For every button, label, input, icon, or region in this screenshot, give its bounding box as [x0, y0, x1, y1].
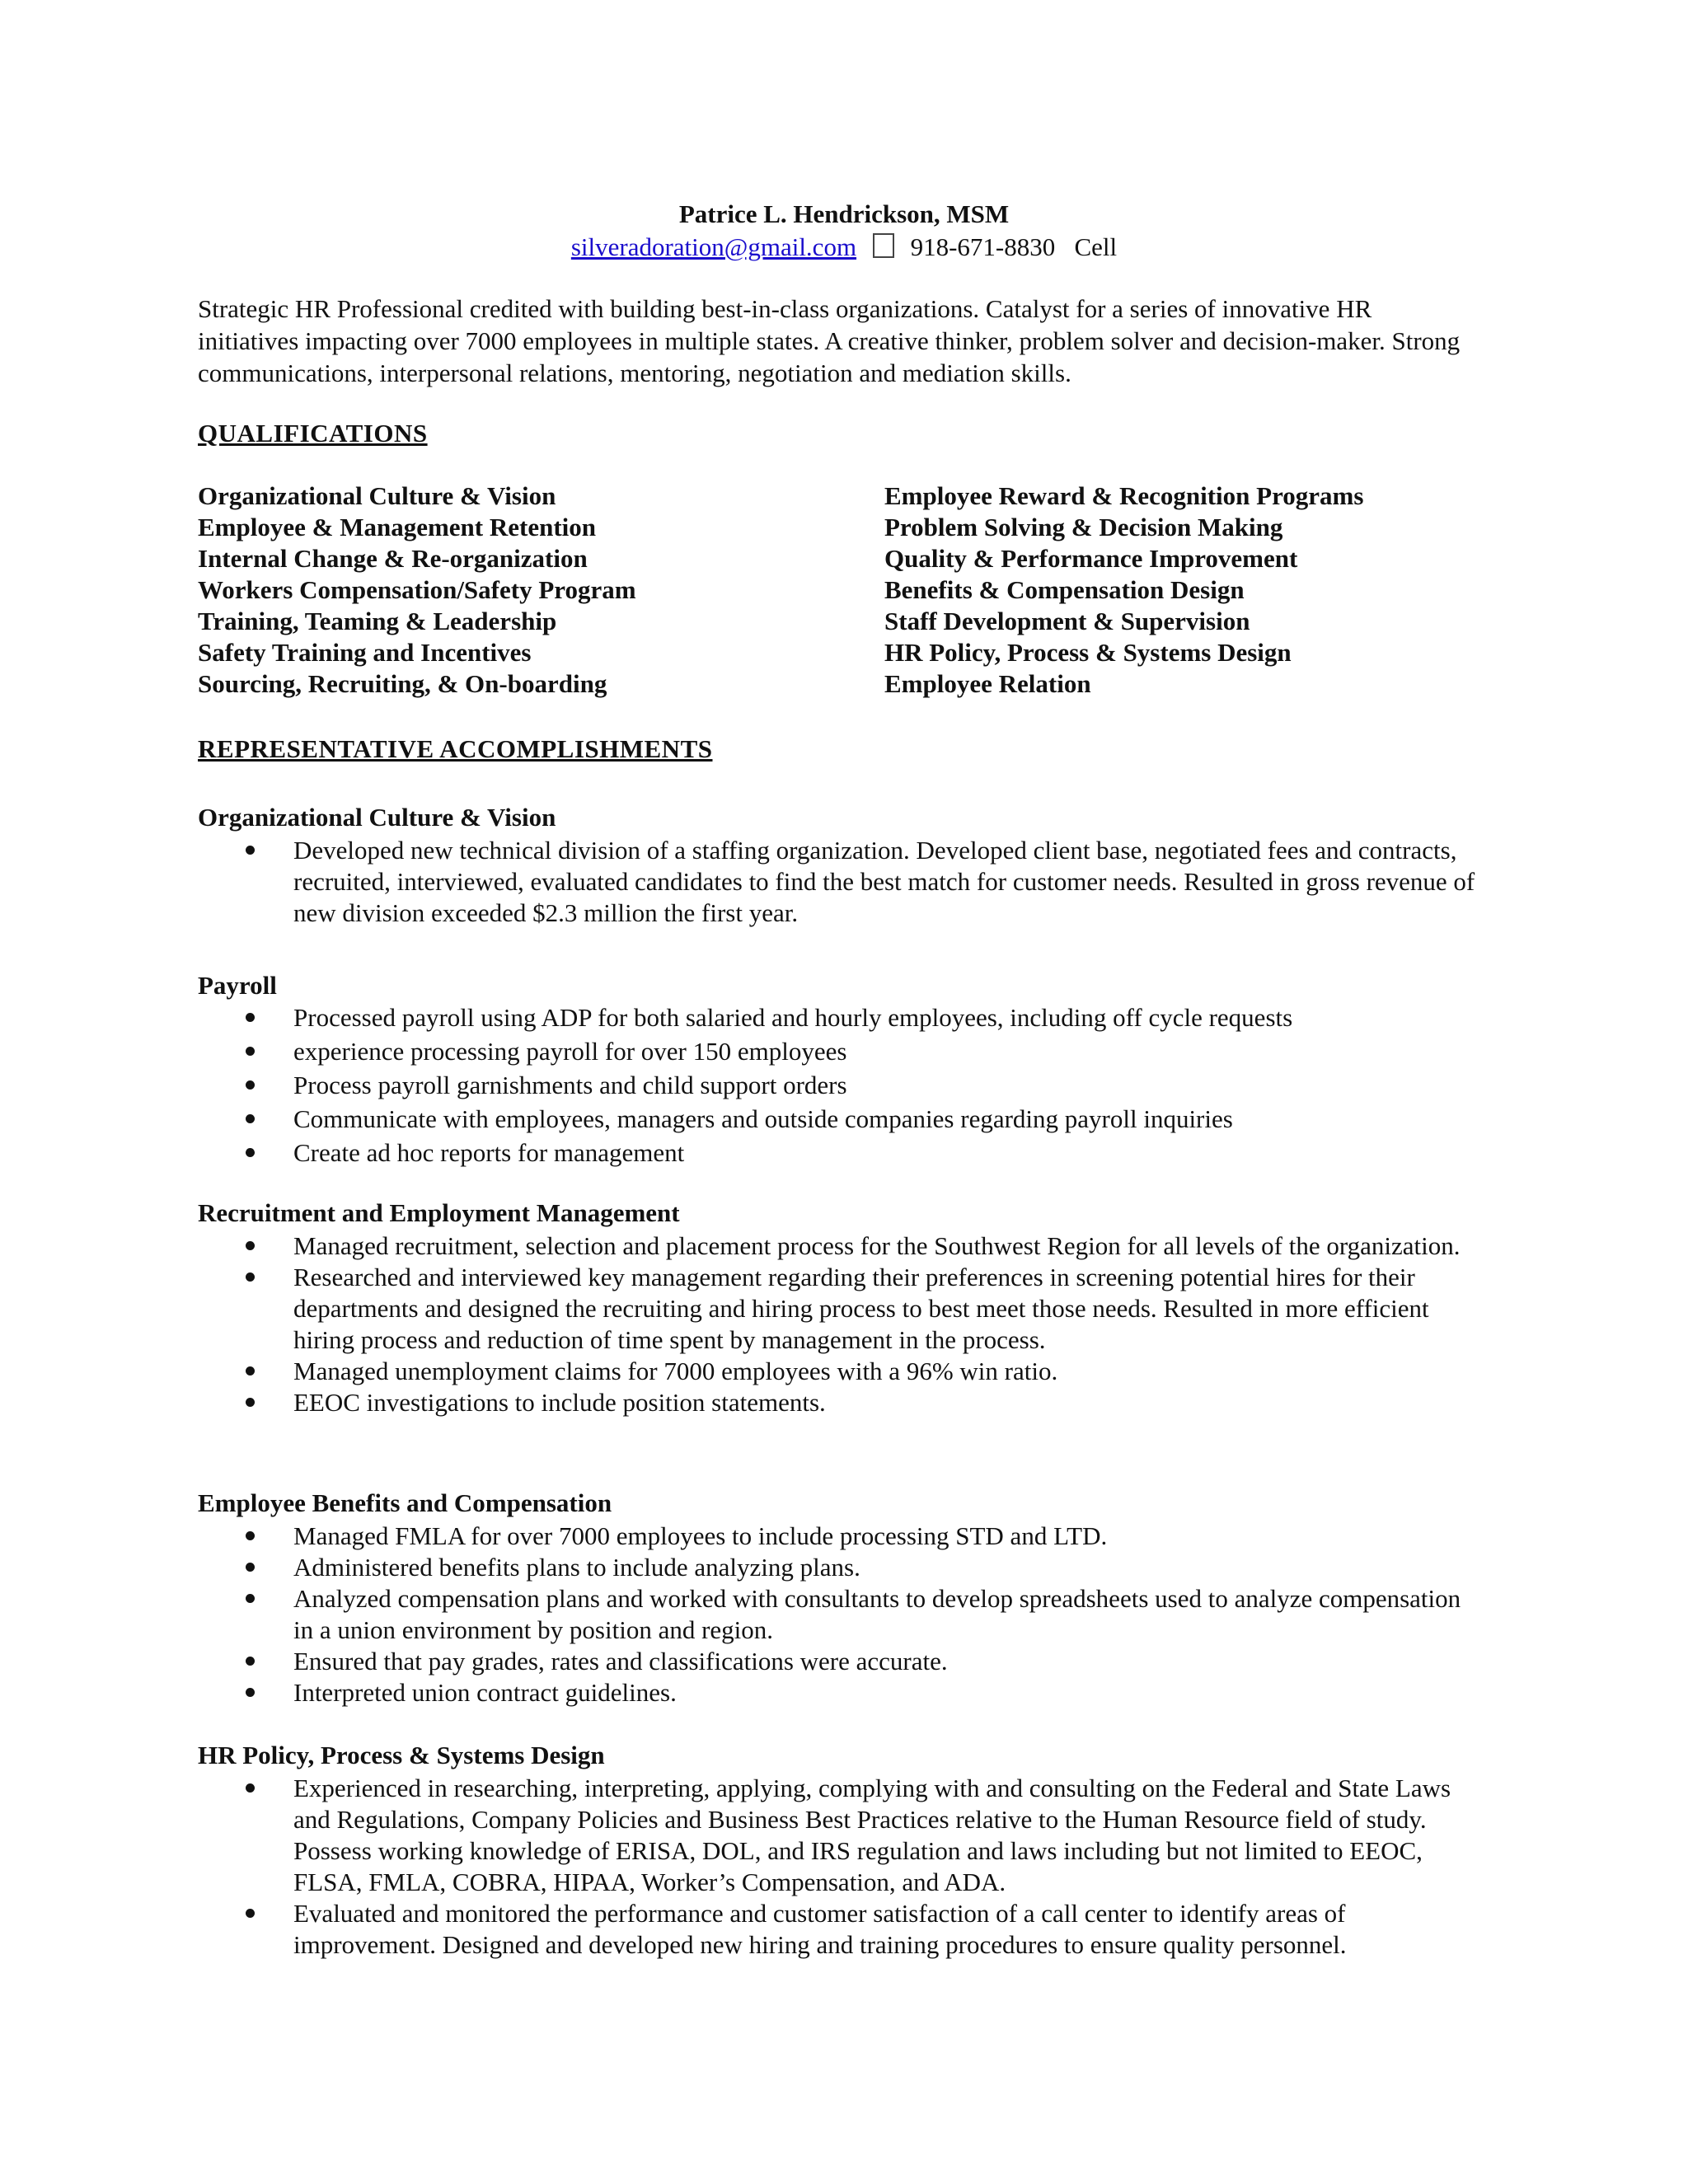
list-item-text: Managed unemployment claims for 7000 employees with a 96% win ratio. [293, 1357, 1058, 1385]
qualification-item: Employee Relation [884, 669, 1091, 698]
qualification-item: Benefits & Compensation Design [884, 575, 1245, 604]
list-item [198, 1070, 1484, 1101]
bullet-icon [246, 1594, 255, 1603]
qualifications-heading: QUALIFICATIONS [198, 419, 428, 448]
list-item [198, 1521, 1484, 1552]
qualification-item: Problem Solving & Decision Making [884, 513, 1283, 541]
email-link[interactable]: silveradoration@gmail.com [570, 232, 857, 261]
list-item-text: Interpreted union contract guidelines. [293, 1678, 677, 1707]
qualification-item: Safety Training and Incentives [198, 638, 532, 667]
section-title-culture: Organizational Culture & Vision [198, 803, 556, 832]
list-item-text: Communicate with employees, managers and outside companies regarding payroll inquiries [293, 1104, 1233, 1133]
list-item-text: experience processing payroll for over 150 employees [293, 1037, 847, 1066]
bullet-icon [246, 1531, 255, 1540]
section-title-payroll: Payroll [198, 971, 277, 1000]
bullet-icon [246, 1657, 255, 1666]
list-item-text: Processed payroll using ADP for both salaried and hourly employees, including off cycle requests [293, 1003, 1293, 1032]
hr-policy-bullet-list [198, 1773, 1484, 1961]
payroll-bullet-list [198, 1002, 1484, 1171]
phone-label: Cell [1074, 232, 1118, 261]
qualification-item: Training, Teaming & Leadership [198, 607, 557, 635]
qualification-item: HR Policy, Process & Systems Design [884, 638, 1292, 667]
qualification-item: Staff Development & Supervision [884, 607, 1250, 635]
list-item-text: Analyzed compensation plans and worked with consultants to develop spreadsheets used to analyze compensation in a union environment by position and region. [293, 1584, 1461, 1644]
benefits-bullet-list [198, 1521, 1484, 1708]
list-item [198, 1552, 1484, 1583]
list-item-text: Experienced in researching, interpreting, applying, complying with and consulting on the Federal and State Laws and Regulations, Company Policies and Business Best Practices relative to the Human Resource field of study. Possess working knowledge of ERISA, DOL, and IRS regulation and laws including but not limited to EEOC, FLSA, FMLA, COBRA, HIPAA, Worker’s Compensation, and ADA. [293, 1774, 1451, 1896]
qualification-item: Employee Reward & Recognition Programs [884, 481, 1364, 510]
qualification-item: Organizational Culture & Vision [198, 481, 556, 510]
bullet-icon [246, 1398, 255, 1407]
list-item [198, 1002, 1484, 1033]
bullet-icon [246, 1114, 255, 1123]
bullet-icon [246, 1909, 255, 1918]
list-item [198, 1036, 1484, 1067]
bullet-icon [246, 1047, 255, 1056]
list-item-text: Developed new technical division of a staffing organization. Developed client base, negotiated fees and contracts, recruited, interviewed, evaluated candidates to find the best match for customer needs. Resulted in gross revenue of new division exceeded $2.3 million the first year. [293, 836, 1475, 927]
list-item [198, 1583, 1484, 1646]
list-item-text: Create ad hoc reports for management [293, 1138, 685, 1167]
bullet-icon [246, 1563, 255, 1572]
list-item [198, 1137, 1484, 1169]
section-title-hr-policy: HR Policy, Process & Systems Design [198, 1741, 605, 1769]
bullet-icon [246, 1080, 255, 1090]
list-item-text: Managed recruitment, selection and placement process for the Southwest Region for all levels of the organization. [293, 1231, 1461, 1260]
candidate-name: Patrice L. Hendrickson, MSM [678, 199, 1010, 228]
bullet-icon [246, 1688, 255, 1697]
qualification-item: Sourcing, Recruiting, & On-boarding [198, 669, 607, 698]
bullet-icon [246, 1241, 255, 1250]
bullet-icon [246, 1366, 255, 1376]
qualification-item: Employee & Management Retention [198, 513, 596, 541]
qualification-item: Workers Compensation/Safety Program [198, 575, 636, 604]
section-title-benefits: Employee Benefits and Compensation [198, 1488, 612, 1517]
list-item-text: Ensured that pay grades, rates and classifications were accurate. [293, 1647, 948, 1675]
list-item [198, 835, 1484, 929]
bullet-icon [246, 1013, 255, 1022]
bullet-icon [246, 1148, 255, 1157]
qualification-item: Quality & Performance Improvement [884, 544, 1298, 573]
list-item-text: EEOC investigations to include position statements. [293, 1388, 826, 1417]
unknown-glyph-icon [873, 233, 894, 258]
bullet-icon [246, 1783, 255, 1793]
list-item [198, 1773, 1484, 1898]
section-title-recruitment: Recruitment and Employment Management [198, 1198, 680, 1227]
recruitment-bullet-list [198, 1230, 1484, 1418]
list-item [198, 1898, 1484, 1961]
accomplishments-heading: REPRESENTATIVE ACCOMPLISHMENTS [198, 734, 713, 763]
contact-line [0, 231, 1688, 264]
list-item-text: Managed FMLA for over 7000 employees to include processing STD and LTD. [293, 1521, 1108, 1550]
list-item [198, 1230, 1484, 1262]
list-item [198, 1387, 1484, 1418]
qualifications-left-column [198, 480, 636, 700]
list-item-text: Administered benefits plans to include analyzing plans. [293, 1553, 860, 1582]
list-item-text: Evaluated and monitored the performance and customer satisfaction of a call center to identify areas of improvement. Designed and developed new hiring and training procedures to ensure quality personnel. [293, 1899, 1347, 1959]
list-item [198, 1262, 1484, 1356]
culture-bullet-list [198, 835, 1484, 929]
bullet-icon [246, 846, 255, 855]
professional-summary: Strategic HR Professional credited with building best-in-class organizations. Catalyst for a series of innovative HR initiatives impacting over 7000 employees in multiple states. A creative thinker, problem solver and decision-maker. Strong communications, interpersonal relations, mentoring, negotiation and mediation skills. [198, 294, 1461, 387]
list-item [198, 1677, 1484, 1708]
qualification-item: Internal Change & Re-organization [198, 544, 588, 573]
bullet-icon [246, 1272, 255, 1282]
phone-number: 918-671-8830 [910, 232, 1056, 261]
list-item [198, 1104, 1484, 1135]
list-item-text: Researched and interviewed key management regarding their preferences in screening potential hires for their departments and designed the recruiting and hiring process to best meet those needs. Resulted in more efficient hiring process and reduction of time spent by management in the process. [293, 1263, 1429, 1354]
list-item [198, 1356, 1484, 1387]
list-item [198, 1646, 1484, 1677]
list-item-text: Process payroll garnishments and child support orders [293, 1071, 847, 1099]
qualifications-right-column [884, 480, 1363, 700]
